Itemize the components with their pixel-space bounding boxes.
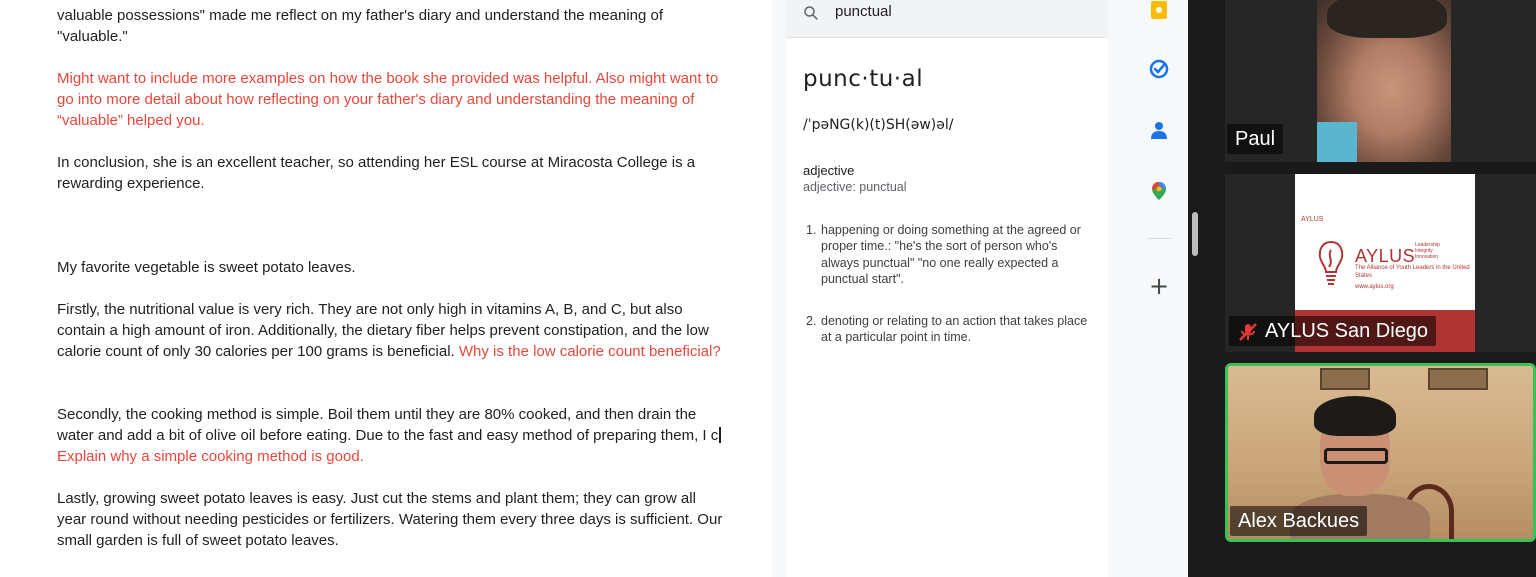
participant-tile-alex-active[interactable] [1225, 363, 1536, 542]
participant-name-badge [1229, 316, 1436, 346]
add-icon[interactable]: + [1148, 272, 1170, 300]
slide-brand-small: AYLUS [1301, 216, 1324, 223]
doc-paragraph[interactable] [57, 299, 727, 362]
search-icon[interactable] [802, 4, 820, 22]
muted-mic-icon [1237, 321, 1259, 343]
doc-paragraph[interactable] [57, 404, 727, 467]
doc-paragraph[interactable]: valuable possessions" made me reflect on my father's diary and understand the meaning of "valuable." [57, 7, 664, 45]
dictionary-headword: punc·tu·al [803, 66, 924, 92]
definition-item [806, 222, 1096, 287]
participant-tile-aylus[interactable] [1225, 174, 1536, 352]
video-feed-detail [1320, 368, 1370, 390]
video-feed-detail [1317, 122, 1357, 162]
maps-icon[interactable] [1148, 180, 1170, 202]
lightbulb-logo-icon [1317, 240, 1345, 290]
participant-name: AYLUS San Diego [1265, 320, 1429, 342]
participant-video [1317, 0, 1451, 162]
definition-text: happening or doing something at the agreed or proper time.: "he's the sort of person who's always punctual" "no one really expected a punctual start". [821, 223, 1081, 286]
slide-logo-text: AYLUS [1355, 246, 1416, 266]
dictionary-search-input[interactable]: punctual [835, 3, 892, 20]
part-of-speech-detail: adjective: punctual [803, 180, 907, 194]
slide-motto-line: Leadership [1415, 242, 1440, 248]
doc-inline-comment: Explain why a simple cooking method is good. [57, 448, 364, 465]
doc-comment-paragraph[interactable]: Might want to include more examples on how the book she provided was helpful. Also might want to go into more detail about how reflecting on your father's diary and understanding the meaning of “valuable” helped you. [57, 70, 719, 129]
doc-text: Firstly, the nutritional value is very rich. They are not only high in vitamins A, B, and C, but also contain a high amount of iron. Additionally, the dietary fiber helps prevent constipation, and the low calorie count of only 30 calories per 100 grams is beneficial. [57, 301, 709, 360]
doc-paragraph[interactable]: My favorite vegetable is sweet potato leaves. [57, 259, 356, 276]
dictionary-panel [786, 0, 1108, 577]
doc-inline-comment: Why is the low calorie count beneficial? [458, 343, 721, 360]
participant-tile-paul[interactable] [1225, 0, 1536, 162]
slide-full-name: The Alliance of Youth Leaders in the United States [1355, 265, 1470, 279]
slide-motto [1415, 242, 1440, 260]
video-feed-detail [1314, 396, 1396, 436]
keep-icon[interactable] [1148, 0, 1170, 22]
side-panel-rail [1130, 0, 1188, 577]
contacts-icon[interactable] [1148, 119, 1170, 141]
part-of-speech: adjective [803, 163, 855, 178]
slide-motto-line: Innovation [1415, 254, 1439, 260]
tasks-icon[interactable] [1148, 58, 1170, 80]
doc-paragraph[interactable]: Lastly, growing sweet potato leaves is easy. Just cut the stems and plant them; they can grow all year round without needing pesticides or fertilizers. Watering them every three days is sufficient. Our small garden is full of sweet potato leaves. [57, 490, 723, 549]
dictionary-search-bar[interactable] [786, 0, 1108, 38]
dictionary-phonetic: /ˈpəNG(k)(t)SH(əw)əl/ [803, 117, 954, 133]
definition-text: denoting or relating to an action that takes place at a particular point in time. [821, 314, 1088, 345]
slide-url: www.aylus.org [1355, 284, 1394, 290]
video-feed-detail [1324, 448, 1388, 464]
participant-name: Alex Backues [1230, 506, 1367, 536]
scrollbar-thumb[interactable] [1192, 212, 1198, 256]
doc-text: Secondly, the cooking method is simple. Boil them until they are 80% cooked, and then drain the water and add a bit of olive oil before eating. Due to the fast and easy method of preparing them, I c [57, 406, 719, 444]
video-feed-detail [1428, 368, 1488, 390]
definition-item [806, 313, 1096, 346]
rail-divider [1147, 238, 1171, 239]
slide-motto-line: Integrity [1415, 248, 1433, 254]
video-feed-detail [1327, 0, 1447, 38]
doc-paragraph[interactable]: In conclusion, she is an excellent teacher, so attending her ESL course at Miracosta College is a rewarding experience. [57, 154, 696, 192]
participant-name: Paul [1227, 124, 1283, 154]
definition-number: 2. [806, 314, 817, 328]
definition-number: 1. [806, 223, 817, 237]
text-cursor [719, 427, 721, 443]
